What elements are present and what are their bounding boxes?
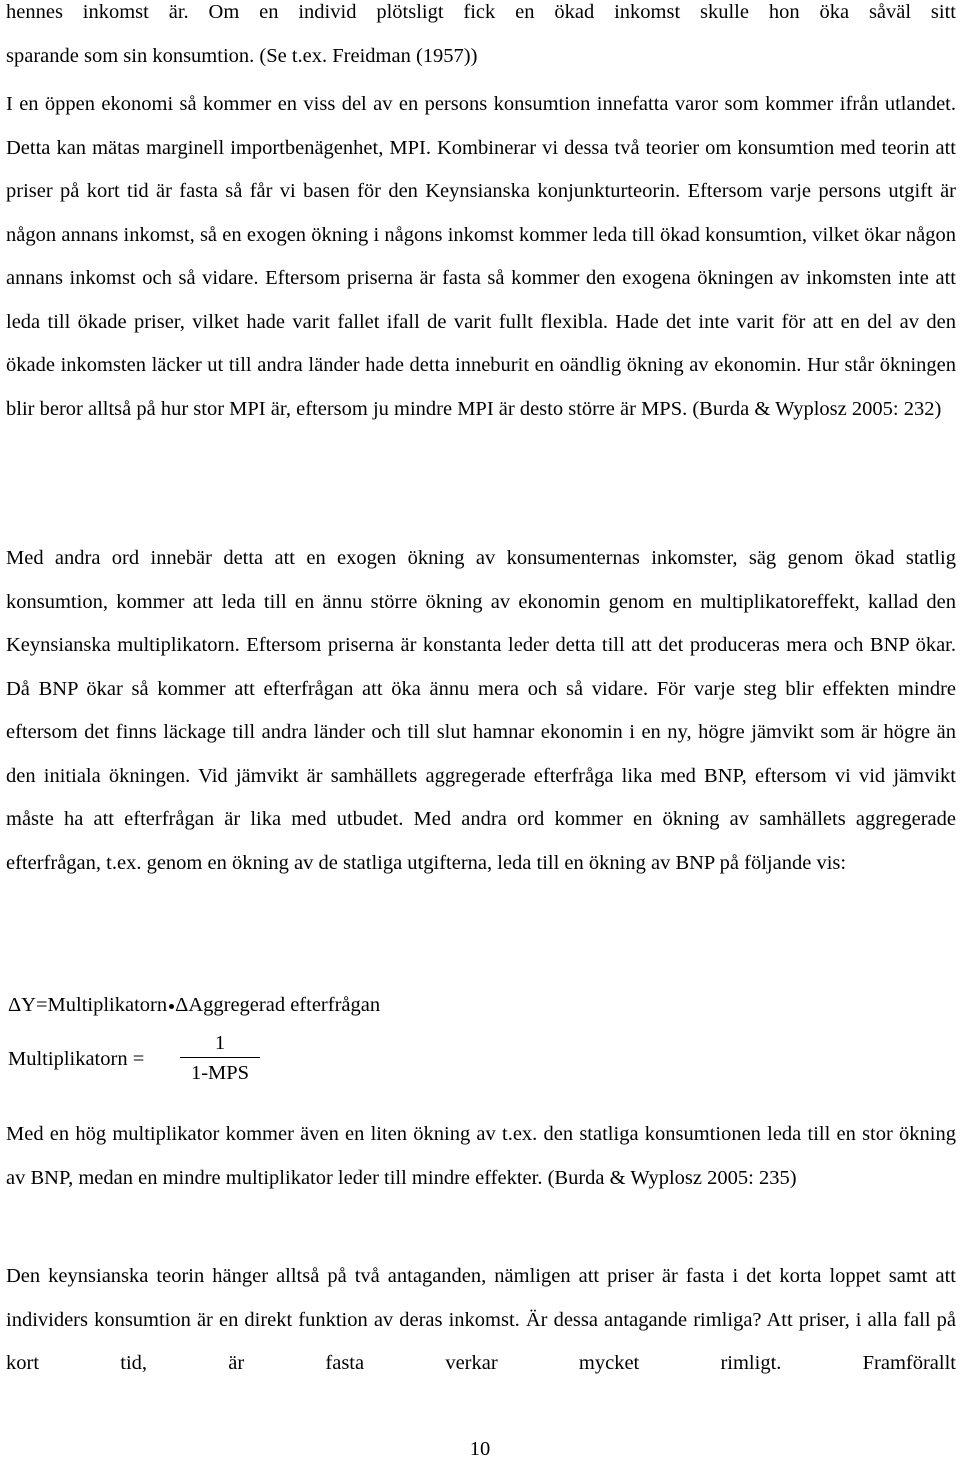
formula-right: ΔAggregerad efterfrågan [175, 994, 381, 1016]
paragraph-high-multiplier [6, 1113, 956, 1200]
fraction-denominator: 1-MPS [190, 1062, 250, 1084]
citation: (Burda & Wyplosz 2005: 235) [547, 1166, 797, 1189]
formula-left: ΔY=Multiplikatorn [8, 994, 168, 1016]
paragraph-assumptions [6, 1255, 956, 1386]
paragraph-line: hennes inkomst är. Om en individ plötsligt fick en ökad inkomst skulle hon öka såväl sitt [6, 1, 956, 23]
formula-delta-y [8, 990, 380, 1020]
paragraph-text: Den keynsianska teorin hänger alltså på två antaganden, nämligen att priser är fasta i det korta loppet samt att individers konsumtion är en direkt funktion av deras inkomst. Är dessa antagande rimliga? Att priser, i alla fall på kort tid, är fasta verkar mycket rimligt. Framförallt [6, 1265, 956, 1374]
paragraph-text: Med andra ord innebär detta att en exogen ökning av konsumenternas inkomster, säg genom ökad statlig konsumtion, kommer att leda till en ännu större ökning av ekonomin genom en multiplikatoreffekt, kallad den Keynsianska multiplikatorn. Eftersom priserna är konstanta leder detta till att det produceras mera och BNP ökar. Då BNP ökar så kommer att efterfrågan att öka ännu mera och så vidare. För varje steg blir effekten mindre eftersom det finns läckage till andra länder och till slut hamnar ekonomin i en ny, högre jämvikt som är högre än den initiala ökningen. Vid jämvikt är samhällets aggregerade efterfråga lika med BNP, eftersom vi vid jämvikt måste ha att efterfrågan är lika med utbudet. Med andra ord kommer en ökning av samhällets aggregerade efterfrågan, t.ex. genom en ökning av de statliga utgifterna, leda till en ökning av BNP på följande vis: [6, 547, 956, 874]
paragraph-text: Med en hög multiplikator kommer även en liten ökning av t.ex. den statliga konsumtionen leda till en stor ökning av BNP, medan en mindre multiplikator leder till mindre effekter. [6, 1123, 956, 1189]
fraction [180, 1030, 260, 1086]
page-number: 10 [469, 1438, 491, 1460]
formula-multiplier [8, 1030, 308, 1100]
fraction-numerator: 1 [214, 1032, 226, 1054]
paragraph-multiplier [6, 537, 956, 885]
paragraph-line: sparande som sin konsumtion. (Se t.ex. Freidman (1957)) [6, 44, 478, 67]
fraction-bar [180, 1057, 260, 1058]
paragraph-continued [6, 0, 956, 78]
multiplication-dot-icon [169, 1004, 174, 1009]
paragraph-open-economy [6, 83, 956, 431]
formula-label: Multiplikatorn = [8, 1048, 145, 1070]
paragraph-text: I en öppen ekonomi så kommer en viss del av en persons konsumtion innefatta varor som kommer ifrån utlandet. Detta kan mätas marginell importbenägenhet, MPI. Kombinerar vi dessa två teorier om konsumtion med teorin att priser på kort tid är fasta så får vi basen för den Keynsianska konjunkturteorin. Eftersom varje persons utgift är någon annans inkomst, så en exogen ökning i någons inkomst kommer leda till ökad konsumtion, vilket ökar någon annans inkomst och så vidare. Eftersom priserna är fasta så kommer den exogena ökningen av inkomsten inte att leda till ökade priser, vilket hade varit fallet ifall de varit fullt flexibla. Hade det inte varit för att en del av den ökade inkomsten läcker ut till andra länder hade detta inneburit en oändlig ökning av ekonomin. Hur står ökningen blir beror alltså på hur stor MPI är, eftersom ju mindre MPI är desto större är MPS. (Burda & Wyplosz 2005: 232) [6, 93, 956, 420]
